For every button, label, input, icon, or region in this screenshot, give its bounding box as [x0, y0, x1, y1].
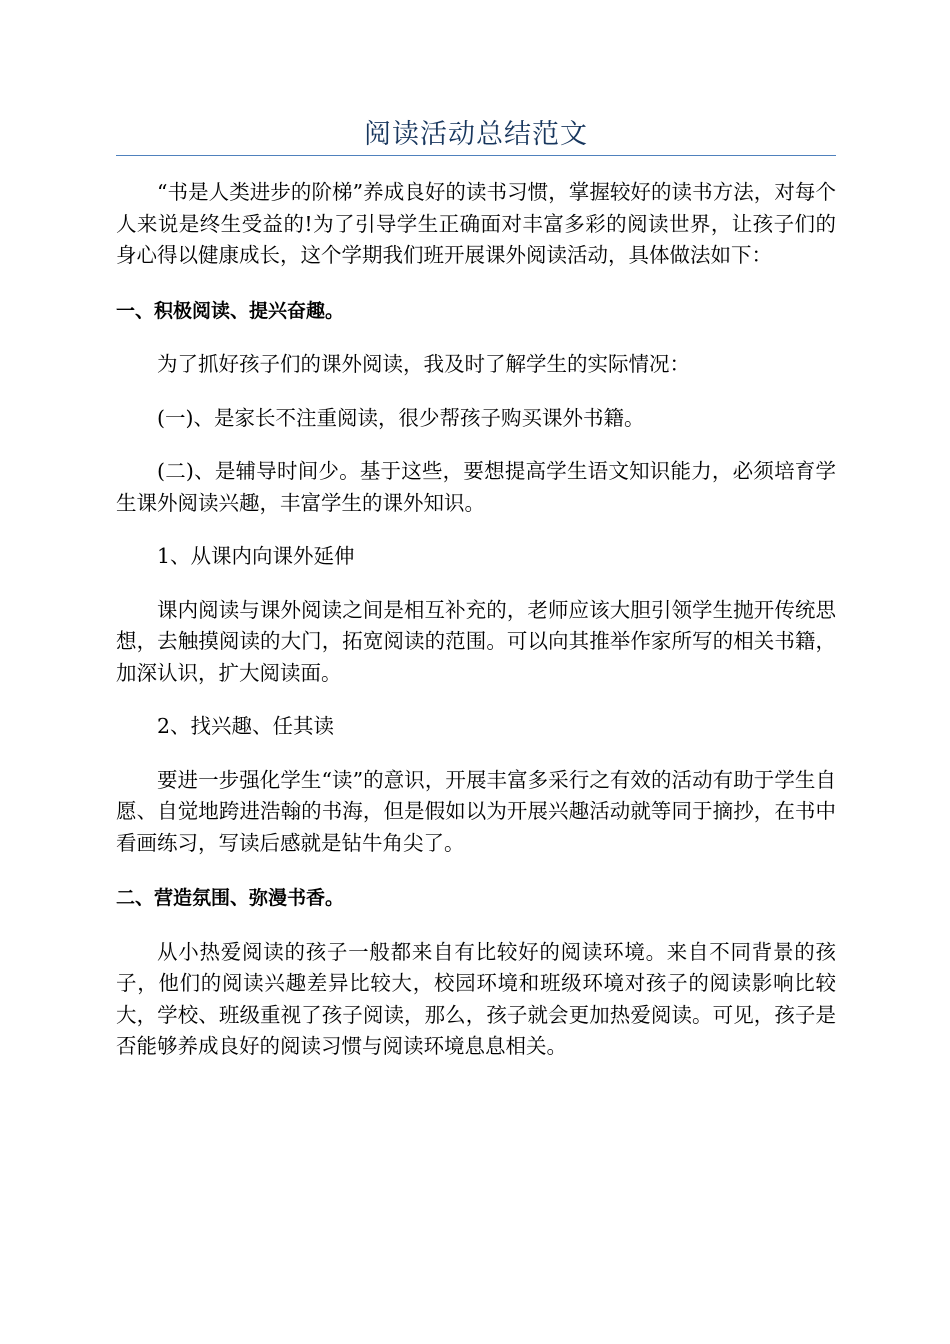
paragraph: 从小热爱阅读的孩子一般都来自有比较好的阅读环境。来自不同背景的孩子，他们的阅读兴趣差异比较大，校园环境和班级环境对孩子的阅读影响比较大，学校、班级重视了孩子阅读，那么，孩子就会更加热爱阅读。可见，孩子是否能够养成良好的阅读习惯与阅读环境息息相关。: [116, 939, 836, 1058]
intro-paragraph: “书是人类进步的阶梯”养成良好的读书习惯，掌握较好的读书方法，对每个人来说是终生受益的!为了引导学生正确面对丰富多彩的阅读世界，让孩子们的身心得以健康成长，这个学期我们班开展课外阅读活动，具体做法如下：: [116, 180, 836, 267]
paragraph: 课内阅读与课外阅读之间是相互补充的，老师应该大胆引领学生抛开传统思想，去触摸阅读的大门，拓宽阅读的范围。可以向其推举作家所写的相关书籍，加深认识，扩大阅读面。: [116, 597, 836, 685]
document-body: [116, 177, 836, 1063]
title-underline: [116, 155, 836, 156]
paragraph: (一)、是家长不注重阅读，很少帮孩子购买课外书籍。: [157, 405, 645, 430]
paragraph: 为了抓好孩子们的课外阅读，我及时了解学生的实际情况：: [157, 352, 690, 376]
subheading-2: 2、找兴趣、任其读: [157, 714, 335, 738]
section-heading-1: 一、积极阅读、提兴奋趣。: [116, 299, 345, 322]
paragraph: 要进一步强化学生“读”的意识，开展丰富多采行之有效的活动有助于学生自愿、自觉地跨进浩翰的书海，但是假如以为开展兴趣活动就等同于摘抄，在书中看画练习，写读后感就是钻牛角尖了。: [116, 767, 836, 855]
document-title: 阅读活动总结范文: [364, 119, 588, 150]
section-heading-2: 二、营造氛围、弥漫书香。: [116, 887, 345, 909]
subheading-1: 1、从课内向课外延伸: [157, 544, 355, 568]
paragraph: (二)、是辅导时间少。基于这些，要想提高学生语文知识能力，必须培育学生课外阅读兴趣，丰富学生的课外知识。: [116, 459, 836, 515]
